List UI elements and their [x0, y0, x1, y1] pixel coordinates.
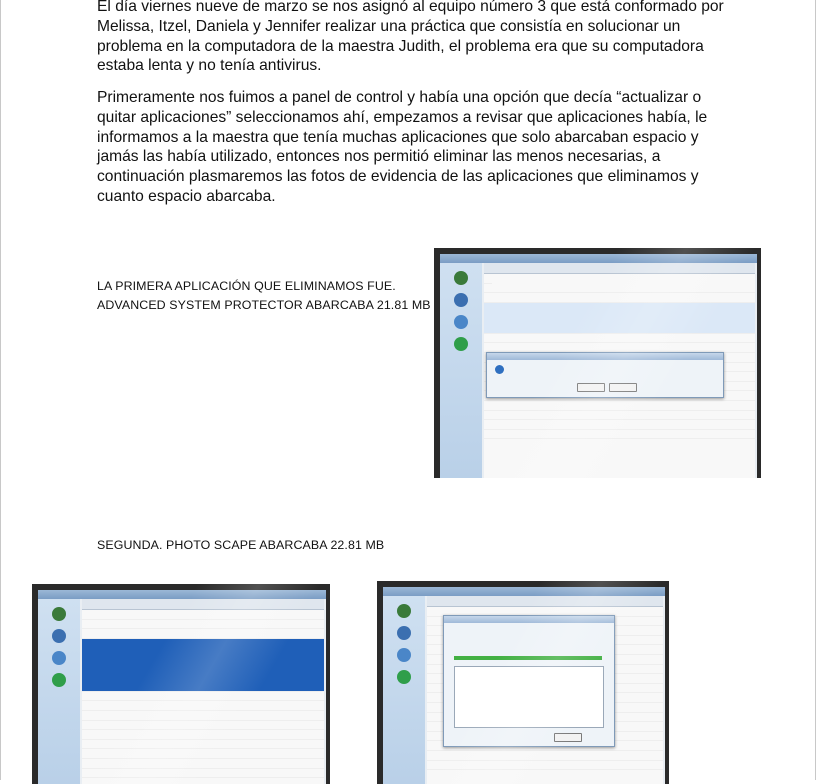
paragraph-intro: El día viernes nueve de marzo se nos asignó al equipo número 3 que está conformado por Melissa, Itzel, Daniela y Jennifer realizar una práctica que consistía en solucionar un problema en la computadora de la maestra Judith, el problema era que su computadora estaba lenta y no tenía antivirus. [97, 0, 724, 75]
photo-glare [434, 248, 761, 478]
photo-advanced-system-protector [434, 248, 761, 478]
page-right-edge [815, 0, 816, 780]
photo-photoscape-list [32, 584, 330, 784]
caption-first-app [97, 277, 431, 315]
caption-second-app: SEGUNDA. PHOTO SCAPE ABARCABA 22.81 MB [97, 538, 385, 552]
photo-uninstall-complete [377, 581, 669, 784]
photo-glare [32, 584, 330, 784]
caption-first-app-line-2: ADVANCED SYSTEM PROTECTOR ABARCABA 21.81 MB [97, 298, 431, 312]
photo-glare [377, 581, 669, 784]
caption-first-app-line-1: LA PRIMERA APLICACIÓN QUE ELIMINAMOS FUE. [97, 279, 396, 293]
page-left-edge [0, 0, 1, 780]
paragraph-procedure: Primeramente nos fuimos a panel de control y había una opción que decía “actualizar o quitar aplicaciones” seleccionamos ahí, empezamos a revisar que aplicaciones había, le informamos a la maestra que tenía muchas aplicaciones que solo abarcaban espacio y jamás las había utilizado, entonces nos permitió eliminar las menos necesarias, a continuación plasmaremos las fotos de evidencia de las aplicaciones que eliminamos y cuanto espacio abarcaba. [97, 89, 708, 205]
